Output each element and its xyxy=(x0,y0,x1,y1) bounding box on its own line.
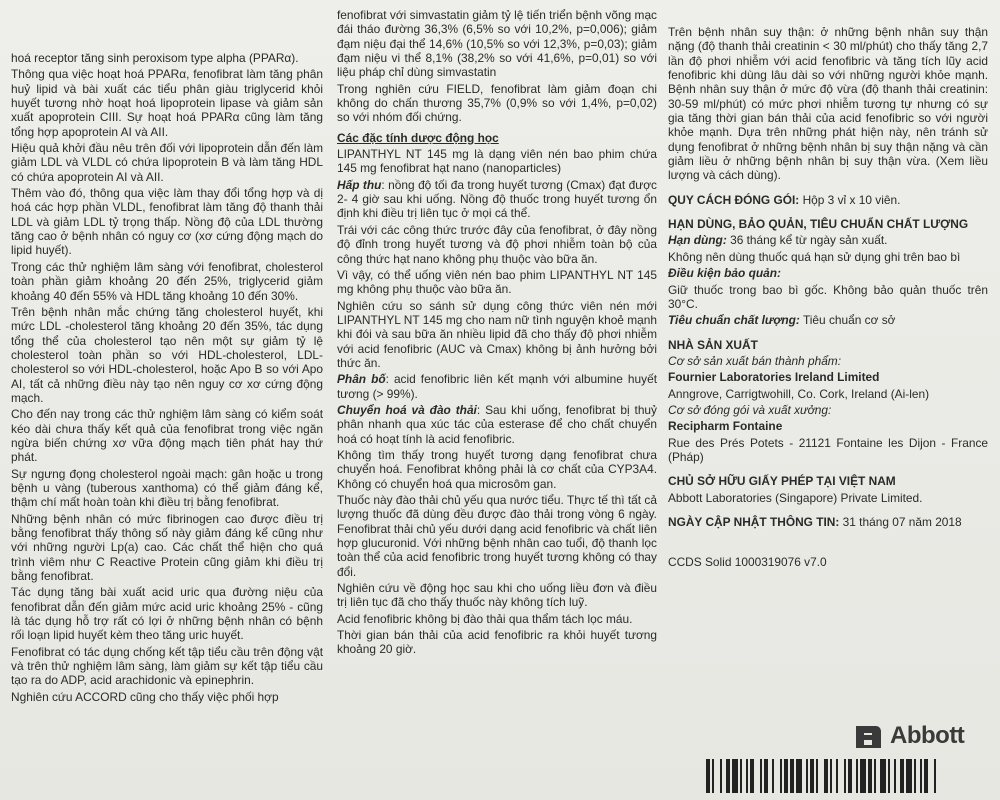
paragraph: Thêm vào đó, thông qua việc làm thay đổi tổng hợp và dị hoá các hợp phần VLDL, fenofibrat làm tăng độ thanh thải LDL và giảm LDL tỷ trọng thấp. Nồng độ của LDL thường tăng cao ở bệnh nhân có nguy cơ (xơ cứng động mạch do lipid huyết). xyxy=(11,186,323,258)
paragraph: Thuốc này đào thải chủ yếu qua nước tiểu. Thực tế thì tất cả lượng thuốc đã dùng đều được đào thải trong vòng 6 ngày. Fenofibrat thải chủ yếu dưới dạng acid fenofibric và chất liên hợp glucuronid. Với những bệnh nhân cao tuổi, độ thanh lọc toàn thể của acid fenofibric trong huyết tương không có thay đổi. xyxy=(337,493,657,579)
paragraph: Trong nghiên cứu FIELD, fenofibrat làm giảm đoạn chi không do chấn thương 35,7% (0,9% so với 1,4%, p=0,02) so với nhóm đối chứng. xyxy=(337,81,657,125)
manufacturer-1-address: Anngrove, Carrigtwohill, Co. Cork, Ireland (Ai-len) xyxy=(668,386,930,401)
paragraph: fenofibrat với simvastatin giảm tỷ lệ tiến triển bệnh võng mạc đái tháo đường 36,3% (6,5% so với 10,2%, p=0,006); giảm đạm niệu đại thể 14,6% (10,5% so với 12,3%, p=0,03); giảm đạm niệu vi thể 8,1% (38,2% so với 41,6%, p=0,01) so với liệu pháp chỉ dùng simvastatin xyxy=(337,8,657,80)
paragraph: Acid fenofibric không bị đào thải qua thẩm tách lọc máu. xyxy=(337,611,633,626)
shelf-life-text: 36 tháng kể từ ngày sản xuất. xyxy=(730,233,888,248)
manufacturer-1-label: Cơ sở sản xuất bán thành phẩm: xyxy=(668,353,842,368)
paragraph: LIPANTHYL NT 145 mg là dạng viên nén bao phim chứa 145 mg fenofibrat hạt nano (nanoparticles) xyxy=(337,147,657,176)
shelf-life-note: Không nên dùng thuốc quá hạn sử dụng ghi trên bao bì xyxy=(668,249,961,264)
barcode xyxy=(706,759,986,793)
manufacturer-2-address: Rue des Prés Potets - 21121 Fontaine les Dijon - France (Pháp) xyxy=(668,435,988,464)
paragraph: Không tìm thấy trong huyết tương dạng fenofibrat chưa chuyển hoá. Fenofibrat không phải là cơ chất của CYP3A4. Không có chuyển hoá qua microsôm gan. xyxy=(337,447,657,491)
column-left xyxy=(11,51,323,706)
distribution-text: : acid fenofibric liên kết mạnh với albumine huyết tương (> 99%). xyxy=(337,372,657,401)
packaging-line xyxy=(668,193,988,207)
update-date-label: NGÀY CẬP NHẬT THÔNG TIN: xyxy=(668,514,840,529)
distribution-label: Phân bố xyxy=(337,372,386,387)
paragraph: Tác dụng tăng bài xuất acid uric qua đường niệu của fenofibrat dẫn đến giảm mức acid uric khoảng 25% - cũng là tác dụng hỗ trợ rất có lợi ở những bệnh nhân có bệnh rối loạn lipid huyết kèm theo tăng uric huyết. xyxy=(11,585,323,643)
paragraph: Trên bệnh nhân mắc chứng tăng cholesterol huyết, khi mức LDL -cholesterol tăng khoảng 20 đến 35%, tác dụng tổng thể của cholesterol tạo nên một sự giảm tỷ lệ cholesterol toàn phần so với HDL-cholesterol, LDL-cholesterol so với HDL-cholesterol, hoặc Apo B so với Apo AI, tất cả những điều này tạo nên nguy cơ xơ cứng động mạch. xyxy=(11,304,323,405)
section-heading-pharmacokinetics: Các đặc tính dược động học xyxy=(337,130,499,145)
paragraph: Fenofibrat có tác dụng chống kết tập tiểu cầu trên động vật và trên thử nghiệm lâm sàng, làm giảm sự kết tập tiểu cầu tạo ra do ADP, acid arachidonic và epinephrin. xyxy=(11,644,323,688)
paragraph xyxy=(337,372,657,401)
ccds-code: CCDS Solid 1000319076 v7.0 xyxy=(668,555,827,570)
paragraph: Cho đến nay trong các thử nghiệm lâm sàng có kiểm soát kéo dài chưa thấy kết quả của fenofibrat trong việc ngăn ngừa biến chứng xơ vữa động mạch tiên phát hay thứ phát. xyxy=(11,407,323,465)
abbott-logo-text: Abbott xyxy=(890,722,965,749)
storage-condition-label: Điều kiện bảo quản: xyxy=(668,266,781,281)
manufacturer-1-name: Fournier Laboratories Ireland Limited xyxy=(668,370,880,385)
update-date-text: 31 tháng 07 năm 2018 xyxy=(842,514,962,529)
packaging-text: Hộp 3 vỉ x 10 viên. xyxy=(802,192,901,207)
paragraph: Trong các thử nghiệm lâm sàng với fenofibrat, cholesterol toàn phần giảm khoảng 20 đến 25%, triglycerid giảm khoảng 40 đến 55% và HDL tăng khoảng 10 đến 30%. xyxy=(11,259,323,303)
column-middle xyxy=(337,8,657,659)
paragraph: Nghiên cứu ACCORD cũng cho thấy việc phối hợp xyxy=(11,689,279,704)
quality-standard-text: Tiêu chuẩn cơ sở xyxy=(802,313,896,328)
shelf-life-line xyxy=(668,233,988,247)
paragraph: Những bệnh nhân có mức fibrinogen cao được điều trị bằng fenofibrat thấy thông số này giảm đáng kể cũng như với những người Lp(a) cao. Các chất thể hiện cho quá trình viêm như C Reactive Protein cũng giảm khi điều trị bằng fenofibrat. xyxy=(11,511,323,584)
manufacturer-heading: NHÀ SẢN XUẤT xyxy=(668,337,758,352)
column-right xyxy=(668,25,988,572)
paragraph: hoá receptor tăng sinh peroxisom type alpha (PPARα). xyxy=(11,51,299,65)
paragraph: Nghiên cứu so sánh sử dụng công thức viên nén mới LIPANTHYL NT 145 mg cho nam nữ tình nguyện khoẻ mạnh khi đói và sau bữa ăn nhiều lipid đã cho thấy độ phơi nhiễm với acid fenofibric (AUC và Cmax) không bị ảnh hưởng bởi thức ăn. xyxy=(337,298,657,370)
metabolism-text: : Sau khi uống, fenofibrat bị thuỷ phân nhanh qua xúc tác của esterase để cho chất chuyển hoá có hoạt tính là acid fenofibric. xyxy=(337,402,657,446)
license-holder-heading: CHỦ SỞ HỮU GIẤY PHÉP TẠI VIỆT NAM xyxy=(668,474,896,489)
absorption-label: Hấp thu xyxy=(337,177,382,192)
abbott-logo xyxy=(852,718,984,754)
shelf-life-label: Hạn dùng: xyxy=(668,233,727,248)
license-holder-name: Abbott Laboratories (Singapore) Private Limited. xyxy=(668,490,923,505)
abbott-a-icon xyxy=(852,720,884,752)
quality-standard-label: Tiêu chuẩn chất lượng: xyxy=(668,313,800,328)
packaging-label: QUY CÁCH ĐÓNG GÓI: xyxy=(668,192,800,207)
manufacturer-2-label: Cơ sở đóng gói và xuất xưởng: xyxy=(668,402,832,417)
storage-heading: HẠN DÙNG, BẢO QUẢN, TIÊU CHUẨN CHẤT LƯỢNG xyxy=(668,217,969,232)
paragraph: Nghiên cứu về động học sau khi cho uống liều đơn và điều trị liên tục đã cho thấy thuốc này không tích luỹ. xyxy=(337,581,657,610)
paragraph: Hiệu quả khởi đầu nêu trên đối với lipoprotein dẫn đến làm giảm LDL và VLDL có chứa lipoprotein B và làm tăng HDL có chứa apoprotein AI và AII. xyxy=(11,141,323,184)
absorption-text: : nồng độ tối đa trong huyết tương (Cmax) đạt được 2- 4 giờ sau khi uống. Nồng độ thuốc trong huyết tương ổn định khi điều trị liên tục ở mọi cá thể. xyxy=(337,177,657,221)
update-date-line xyxy=(668,515,988,529)
paragraph: Trái với các công thức trước đây của fenofibrat, ở đây nồng độ đỉnh trong huyết tương và độ phơi nhiễm toàn bộ của công thức hạt nano không phụ thuộc vào bữa ăn. xyxy=(337,222,657,266)
manufacturer-2-name: Recipharm Fontaine xyxy=(668,419,783,434)
barcode-bar xyxy=(936,759,940,793)
metabolism-label: Chuyển hoá và đào thải xyxy=(337,402,477,417)
storage-condition-line xyxy=(668,266,988,280)
paragraph-renal: Trên bệnh nhân suy thận: ở những bệnh nhân suy thận nặng (độ thanh thải creatinin < 30 ml/phút) cho thấy tăng 2,7 lần độ phơi nhiễm với acid fenofibric và tăng tích lũy acid fenofibric khi dùng lâu dài so với những người khỏe mạnh. Bệnh nhân suy thận ở mức độ vừa (độ thanh thải creatinin: 30-59 ml/phút) có mức phơi nhiễm tương tự nhưng có sự gia tăng thời gian bán thải của acid fenofibric so với người khỏe mạnh. Dựa trên những phát hiện này, nên tránh sử dụng fenofibrat ở những bệnh nhân bị suy thận nặng và cần giảm liều ở những bệnh nhân bị suy thận vừa. (Xem liều lượng và cách dùng). xyxy=(668,25,988,183)
paragraph xyxy=(337,403,657,446)
quality-standard-line xyxy=(668,313,988,327)
paragraph xyxy=(337,178,657,221)
paragraph: Vì vậy, có thể uống viên nén bao phim LIPANTHYL NT 145 mg không phụ thuộc vào bữa ăn. xyxy=(337,267,657,297)
paragraph: Sự ngưng đọng cholesterol ngoài mạch: gân hoặc u trong bệnh u vàng (tuberous xanthoma) có thể giảm đáng kể, thậm chí mất hoàn toàn khi điều trị bằng fenofibrat. xyxy=(11,466,323,510)
paragraph: Thông qua việc hoạt hoá PPARα, fenofibrat làm tăng phân huỷ lipid và bài xuất các tiểu phân giàu triglycerid khỏi huyết tương nhờ hoạt hoá lipoprotein lipase và giảm sản xuất apoprotein CIII. Sự hoạt hoá PPARα cũng làm tăng tổng hợp apoprotein AI và AII. xyxy=(11,67,323,139)
paragraph: Thời gian bán thải của acid fenofibric ra khỏi huyết tương khoảng 20 giờ. xyxy=(337,628,657,657)
storage-condition-text: Giữ thuốc trong bao bì gốc. Không bảo quản thuốc trên 30°C. xyxy=(668,282,988,311)
